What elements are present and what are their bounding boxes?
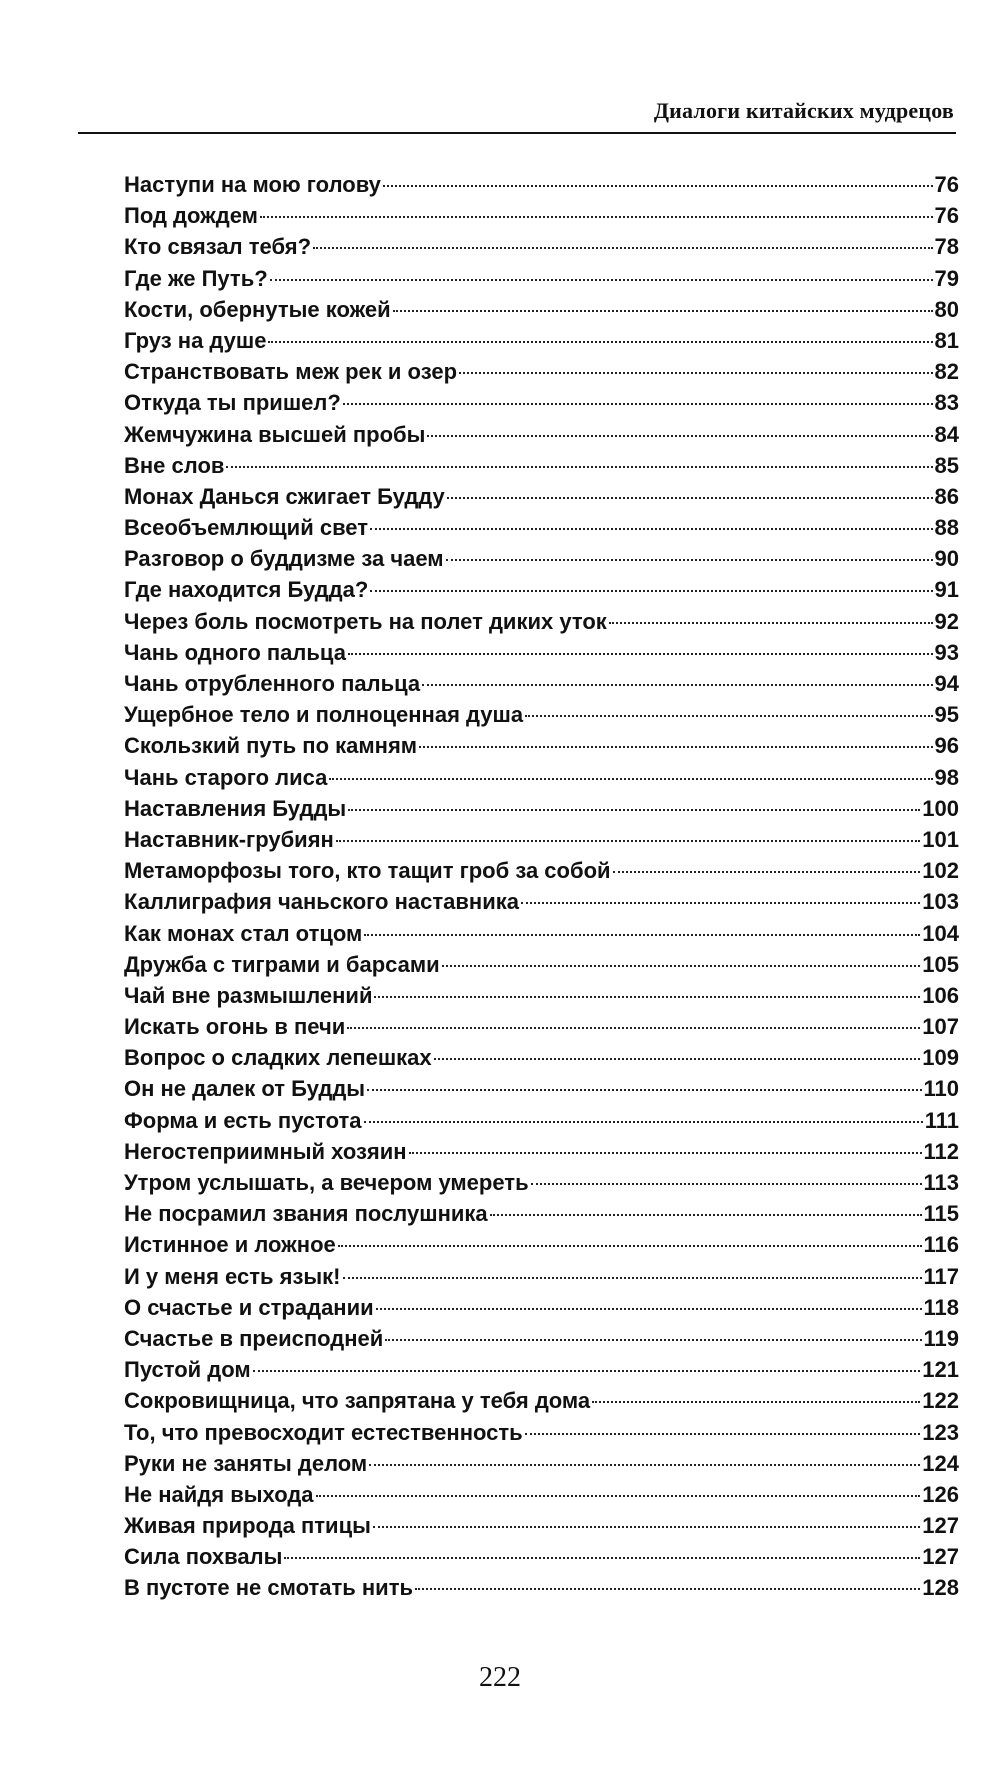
toc-entry: [124, 1388, 959, 1419]
dot-leader: [338, 1245, 922, 1247]
toc-entry-title: Сила похвалы: [124, 1544, 283, 1570]
toc-entry-page: 98: [934, 764, 959, 790]
dot-leader: [525, 715, 932, 717]
toc-entry-title: Наставления Будды: [124, 795, 347, 821]
toc-entry-title: Истинное и ложное: [124, 1232, 336, 1258]
dot-leader: [370, 528, 932, 530]
toc-entry-title: Негостеприимный хозяин: [124, 1138, 407, 1164]
dot-leader: [531, 1183, 922, 1185]
toc-entry: [124, 422, 959, 453]
toc-entry-page: 103: [922, 889, 959, 915]
toc-entry-title: И у меня есть язык!: [124, 1263, 341, 1289]
toc-entry-page: 100: [922, 795, 959, 821]
dot-leader: [316, 1495, 921, 1497]
toc-entry: [124, 609, 959, 640]
dot-leader: [336, 840, 920, 842]
dot-leader: [393, 310, 933, 312]
dot-leader: [415, 1588, 920, 1590]
toc-entry: [124, 1076, 959, 1107]
dot-leader: [376, 1308, 922, 1310]
dot-leader: [383, 185, 933, 187]
toc-entry-page: 86: [934, 483, 959, 509]
dot-leader: [260, 216, 933, 218]
toc-entry-page: 96: [934, 733, 959, 759]
toc-entry-title: Жемчужина высшей пробы: [124, 421, 426, 447]
toc-entry: [124, 266, 959, 297]
toc-entry-page: 83: [934, 390, 959, 416]
toc-entry-page: 90: [934, 546, 959, 572]
toc-entry: [124, 1108, 959, 1139]
dot-leader: [374, 996, 920, 998]
toc-entry: [124, 827, 959, 858]
toc-entry-title: Живая природа птицы: [124, 1513, 371, 1539]
toc-entry-title: Откуда ты пришел?: [124, 390, 341, 416]
dot-leader: [370, 590, 932, 592]
dot-leader: [373, 1526, 920, 1528]
toc-entry: [124, 1482, 959, 1513]
toc-entry: [124, 921, 959, 952]
toc-entry: [124, 952, 959, 983]
toc-entry-page: 124: [922, 1450, 959, 1476]
dot-leader: [521, 902, 920, 904]
toc-entry-page: 118: [923, 1294, 959, 1320]
toc-entry-title: Вопрос о сладких лепешках: [124, 1045, 432, 1071]
toc-entry: [124, 359, 959, 390]
toc-entry-page: 110: [923, 1076, 959, 1102]
dot-leader: [422, 684, 932, 686]
toc-entry-title: Через боль посмотреть на полет диких уток: [124, 608, 607, 634]
dot-leader: [447, 497, 933, 499]
dot-leader: [348, 653, 933, 655]
toc-entry: [124, 328, 959, 359]
dot-leader: [367, 1089, 921, 1091]
toc-entry-page: 106: [922, 982, 959, 1008]
toc-entry-page: 81: [934, 327, 959, 353]
toc-entry-page: 126: [922, 1481, 959, 1507]
toc-entry: [124, 1139, 959, 1170]
toc-entry: [124, 515, 959, 546]
toc-entry: [124, 577, 959, 608]
toc-entry-page: 119: [923, 1325, 959, 1351]
toc-entry-title: Метаморфозы того, кто тащит гроб за собой: [124, 858, 611, 884]
toc-entry: [124, 172, 959, 203]
toc-entry-title: Вне слов: [124, 452, 225, 478]
toc-entry-page: 85: [934, 452, 959, 478]
toc-entry-title: Где находится Будда?: [124, 577, 369, 603]
dot-leader: [427, 435, 932, 437]
dot-leader: [613, 871, 921, 873]
toc-entry: [124, 765, 959, 796]
toc-entry-title: Чань отрубленного пальца: [124, 671, 421, 696]
toc-entry-page: 123: [922, 1419, 959, 1445]
toc-entry: [124, 1357, 959, 1388]
dot-leader: [490, 1214, 922, 1216]
toc-entry-page: 91: [934, 577, 959, 603]
toc-entry-title: Он не далек от Будды: [124, 1076, 366, 1102]
dot-leader: [446, 559, 933, 561]
toc-entry-page: 122: [922, 1388, 959, 1414]
dot-leader: [385, 1339, 921, 1341]
toc-entry-title: Под дождем: [124, 203, 258, 229]
toc-entry-page: 93: [934, 639, 959, 665]
toc-entry: [124, 1295, 959, 1326]
toc-entry-title: То, что превосходит естественность: [124, 1419, 523, 1445]
toc-entry-title: Ущербное тело и полноценная душа: [124, 702, 524, 728]
toc-entry-page: 79: [934, 265, 959, 291]
toc-entry-title: Странствовать меж рек и озер: [124, 359, 458, 385]
toc-entry-page: 76: [934, 203, 959, 229]
dot-leader: [270, 279, 933, 281]
toc-entry-title: Кости, обернутые кожей: [124, 296, 391, 322]
toc-entry-page: 88: [934, 515, 959, 541]
dot-leader: [313, 247, 932, 249]
toc-entry: [124, 1201, 959, 1232]
dot-leader: [364, 934, 920, 936]
toc-entry: [124, 640, 959, 671]
dot-leader: [369, 1464, 920, 1466]
dot-leader: [343, 403, 933, 405]
dot-leader: [364, 1121, 923, 1123]
toc-entry: [124, 203, 959, 234]
toc-entry-title: Наступи на мою голову: [124, 172, 381, 197]
toc-entry: [124, 1232, 959, 1263]
toc-entry: [124, 1544, 959, 1575]
toc-entry-title: Разговор о буддизме за чаем: [124, 546, 444, 572]
toc-entry-page: 102: [922, 858, 959, 884]
dot-leader: [409, 1152, 922, 1154]
dot-leader: [525, 1433, 921, 1435]
dot-leader: [459, 372, 932, 374]
dot-leader: [442, 965, 921, 967]
toc-entry-page: 82: [934, 359, 959, 385]
toc-entry-page: 95: [934, 702, 959, 728]
toc-entry: [124, 1513, 959, 1544]
toc-entry-page: 101: [922, 826, 959, 852]
toc-entry-page: 105: [922, 951, 959, 977]
toc-entry-title: Чай вне размышлений: [124, 982, 373, 1008]
toc-entry-title: Как монах стал отцом: [124, 920, 363, 946]
toc-entry-page: 112: [923, 1138, 959, 1164]
toc-entry: [124, 1420, 959, 1451]
toc-entry: [124, 1264, 959, 1295]
toc-entry-title: Пустой дом: [124, 1357, 251, 1383]
toc-entry-page: 78: [934, 234, 959, 260]
dot-leader: [609, 622, 933, 624]
toc-entry-title: Монах Данься сжигает Будду: [124, 483, 445, 509]
toc-entry: [124, 1045, 959, 1076]
toc-entry-title: Всеобъемлющий свет: [124, 515, 369, 541]
toc-entry: [124, 546, 959, 577]
dot-leader: [284, 1557, 920, 1559]
toc-entry-page: 107: [922, 1014, 959, 1040]
toc-entry: [124, 983, 959, 1014]
dot-leader: [592, 1401, 920, 1403]
toc-entry: [124, 1326, 959, 1357]
toc-entry-title: Сокровищница, что запрятана у тебя дома: [124, 1388, 591, 1414]
toc-entry-title: Скользкий путь по камням: [124, 733, 418, 759]
toc-entry-title: О счастье и страдании: [124, 1294, 374, 1320]
toc-entry-title: Дружба с тиграми и барсами: [124, 951, 440, 977]
toc-entry: [124, 1575, 959, 1606]
dot-leader: [348, 809, 920, 811]
dot-leader: [434, 1058, 921, 1060]
toc-entry-title: Не найдя выхода: [124, 1481, 314, 1507]
toc-entry-page: 127: [922, 1544, 959, 1570]
dot-leader: [329, 778, 932, 780]
toc-entry-title: Наставник-грубиян: [124, 826, 334, 852]
dot-leader: [268, 341, 932, 343]
dot-leader: [226, 466, 932, 468]
toc-entry-page: 115: [923, 1201, 959, 1227]
toc-entry-page: 80: [934, 296, 959, 322]
toc-entry-title: Чань старого лиса: [124, 764, 328, 790]
toc-entry: [124, 733, 959, 764]
toc-entry-page: 127: [922, 1513, 959, 1539]
toc-entry-title: Форма и есть пустота: [124, 1107, 362, 1133]
toc-entry: [124, 234, 959, 265]
toc-entry-title: Где же Путь?: [124, 265, 268, 291]
toc-entry-page: 111: [924, 1107, 959, 1133]
toc-entry: [124, 702, 959, 733]
toc-entry-title: Утром услышать, а вечером умереть: [124, 1170, 529, 1195]
toc-entry-title: Кто связал тебя?: [124, 234, 312, 260]
toc-entry-title: Руки не заняты делом: [124, 1450, 368, 1476]
running-head: Диалоги китайских мудрецов: [653, 98, 954, 123]
toc-entry: [124, 453, 959, 484]
toc-entry-page: 117: [923, 1263, 959, 1289]
dot-leader: [253, 1370, 921, 1372]
toc-entry: [124, 297, 959, 328]
toc-entry-page: 109: [922, 1045, 959, 1071]
toc-entry: [124, 796, 959, 827]
page-number: 222: [479, 1662, 521, 1693]
toc-entry-page: 94: [934, 671, 959, 696]
toc-entry-page: 92: [934, 608, 959, 634]
toc-entry: [124, 889, 959, 920]
header-rule: [78, 132, 956, 134]
toc-entry: [124, 484, 959, 515]
toc-entry: [124, 671, 959, 702]
dot-leader: [347, 1027, 920, 1029]
toc-entry-title: Груз на душе: [124, 327, 267, 353]
toc-entry-page: 76: [934, 172, 959, 197]
toc-entry-title: Каллиграфия чаньского наставника: [124, 889, 519, 915]
table-of-contents: [124, 172, 959, 1607]
toc-entry-title: Искать огонь в печи: [124, 1014, 346, 1040]
dot-leader: [343, 1277, 922, 1279]
toc-entry-page: 128: [922, 1575, 959, 1601]
toc-entry: [124, 1014, 959, 1045]
toc-entry-page: 121: [922, 1357, 959, 1383]
toc-entry-title: Счастье в преисподней: [124, 1325, 384, 1351]
toc-entry: [124, 1451, 959, 1482]
toc-entry-page: 116: [923, 1232, 959, 1258]
toc-entry-title: Чань одного пальца: [124, 639, 346, 665]
toc-entry: [124, 390, 959, 421]
toc-entry-title: В пустоте не смотать нить: [124, 1575, 413, 1601]
toc-entry-page: 104: [922, 920, 959, 946]
toc-entry-title: Не посрамил звания послушника: [124, 1201, 488, 1227]
toc-entry: [124, 1170, 959, 1201]
toc-entry-page: 84: [934, 421, 959, 447]
toc-entry: [124, 858, 959, 889]
dot-leader: [419, 746, 932, 748]
toc-entry-page: 113: [923, 1170, 959, 1195]
